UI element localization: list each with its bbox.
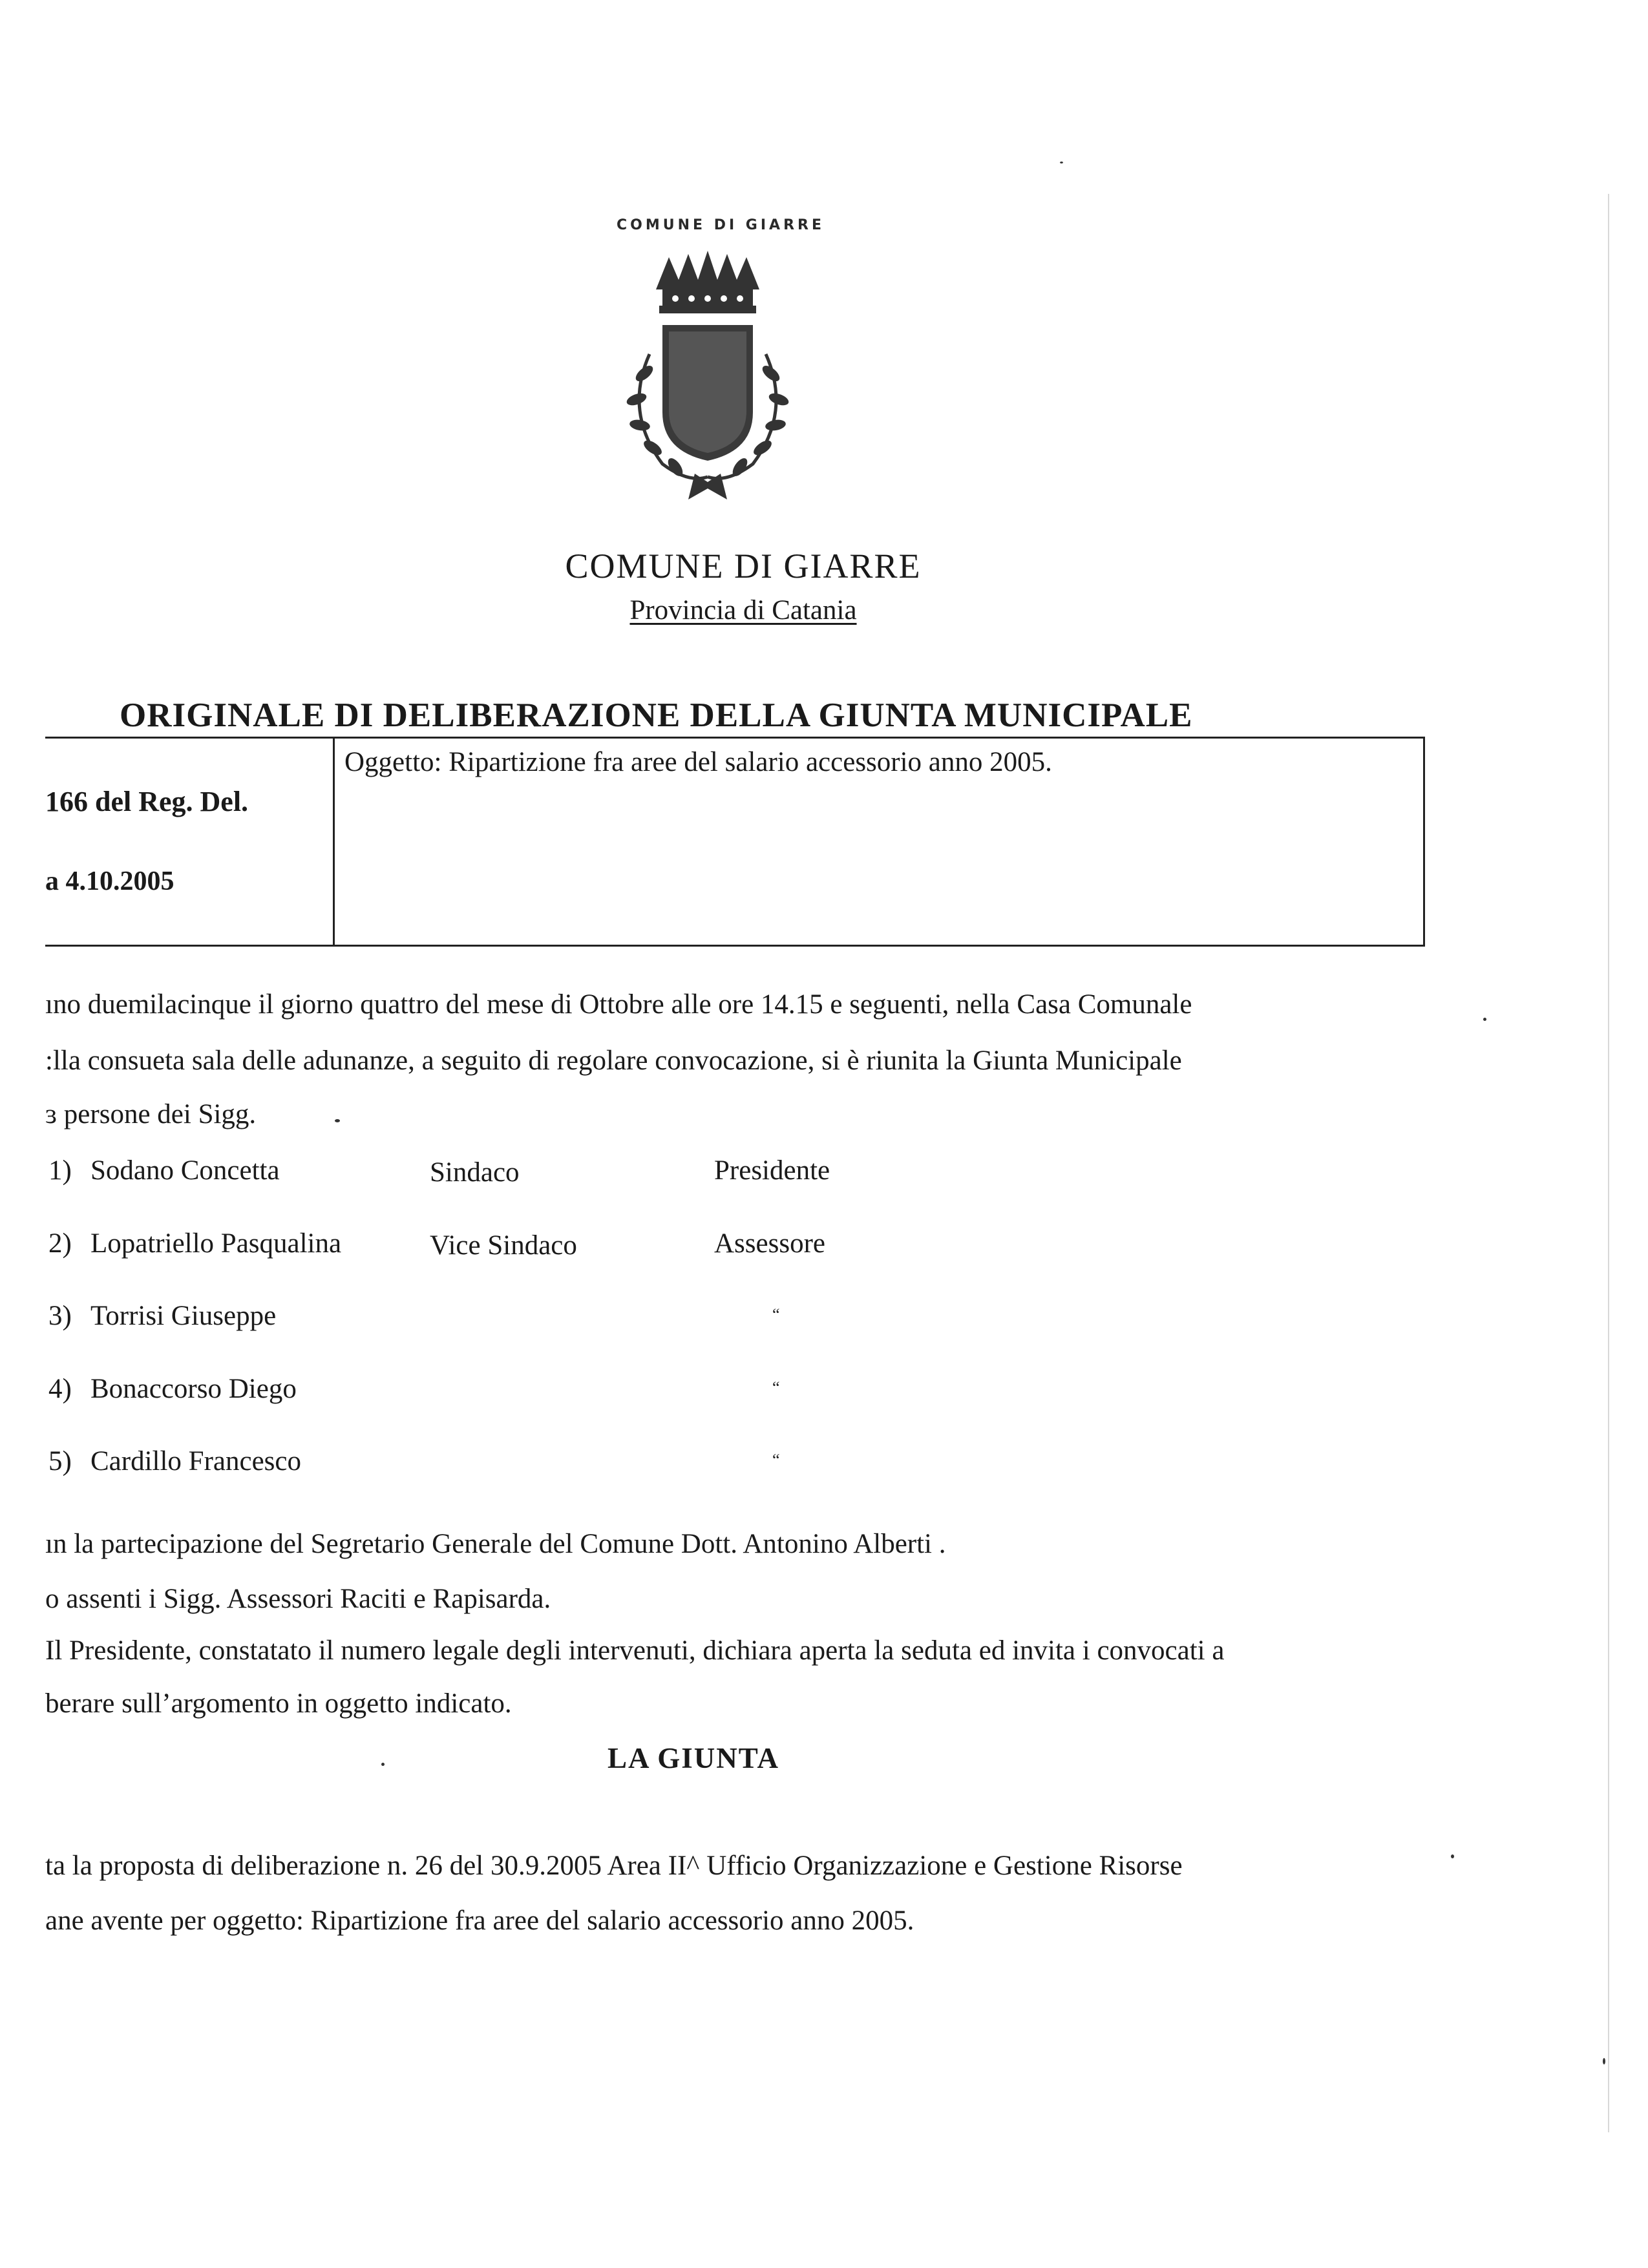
ditto-mark: “ bbox=[772, 1378, 780, 1397]
member-name: Sodano Concetta bbox=[90, 1155, 280, 1186]
scan-speck bbox=[381, 1763, 385, 1766]
attendance-line: berare sull’argomento in oggetto indicato. bbox=[45, 1688, 512, 1719]
member-number: 1) bbox=[48, 1155, 72, 1186]
register-rule bbox=[45, 945, 336, 947]
member-role: Vice Sindaco bbox=[430, 1230, 577, 1261]
register-number: 166 del Reg. Del. bbox=[45, 786, 249, 817]
member-number: 2) bbox=[48, 1228, 72, 1259]
member-role: Sindaco bbox=[430, 1157, 520, 1188]
scan-speck bbox=[1451, 1854, 1454, 1858]
province-text: Provincia di Catania bbox=[629, 595, 857, 625]
member-number: 5) bbox=[48, 1446, 72, 1476]
proposal-line: ta la proposta di deliberazione n. 26 del 30.9.2005 Area II^ Ufficio Organizzazione e Gestione Risorse bbox=[45, 1851, 1183, 1881]
member-title: Assessore bbox=[714, 1228, 825, 1259]
attendance-line: ın la partecipazione del Segretario Generale del Comune Dott. Antonino Alberti . bbox=[45, 1529, 946, 1559]
section-title: LA GIUNTA bbox=[607, 1742, 779, 1774]
proposal-line: ane avente per oggetto: Ripartizione fra aree del salario accessorio anno 2005. bbox=[45, 1906, 914, 1936]
scan-speck bbox=[335, 1119, 340, 1122]
member-number: 4) bbox=[48, 1374, 72, 1404]
attendance-line: o assenti i Sigg. Assessori Raciti e Rapisarda. bbox=[45, 1584, 551, 1614]
document-heading: ORIGINALE DI DELIBERAZIONE DELLA GIUNTA MUNICIPALE bbox=[120, 697, 1193, 734]
attendance-line: Il Presidente, constatato il numero legale degli intervenuti, dichiara aperta la seduta ed invita i convocati a bbox=[45, 1635, 1225, 1666]
register-date: a 4.10.2005 bbox=[45, 866, 174, 896]
province-subtitle bbox=[452, 594, 1034, 626]
intro-line: :lla consueta sala delle adunanze, a seguito di regolare convocazione, si è riunita la Giunta Municipale bbox=[45, 1045, 1182, 1076]
subject-text: Oggetto: Ripartizione fra aree del salario accessorio anno 2005. bbox=[344, 747, 1052, 777]
municipality-title: COMUNE DI GIARRE bbox=[565, 547, 922, 585]
member-name: Lopatriello Pasqualina bbox=[90, 1228, 342, 1259]
scan-edge-line bbox=[1608, 194, 1609, 2132]
intro-line: ıno duemilacinque il giorno quattro del mese di Ottobre alle ore 14.15 e seguenti, nella Casa Comunale bbox=[45, 989, 1192, 1020]
scan-speck bbox=[1060, 162, 1063, 163]
member-name: Bonaccorso Diego bbox=[90, 1374, 297, 1404]
ditto-mark: “ bbox=[772, 1451, 780, 1469]
coat-of-arms-icon bbox=[572, 244, 843, 516]
scan-speck bbox=[1483, 1018, 1486, 1021]
member-name: Torrisi Giuseppe bbox=[90, 1301, 277, 1331]
member-title: Presidente bbox=[714, 1155, 830, 1186]
member-number: 3) bbox=[48, 1301, 72, 1331]
crest-caption: COMUNE DI GIARRE bbox=[617, 217, 825, 233]
intro-line: ɜ persone dei Sigg. bbox=[45, 1099, 257, 1129]
member-name: Cardillo Francesco bbox=[90, 1446, 301, 1476]
ditto-mark: “ bbox=[772, 1305, 780, 1324]
scan-speck bbox=[1603, 2058, 1605, 2064]
